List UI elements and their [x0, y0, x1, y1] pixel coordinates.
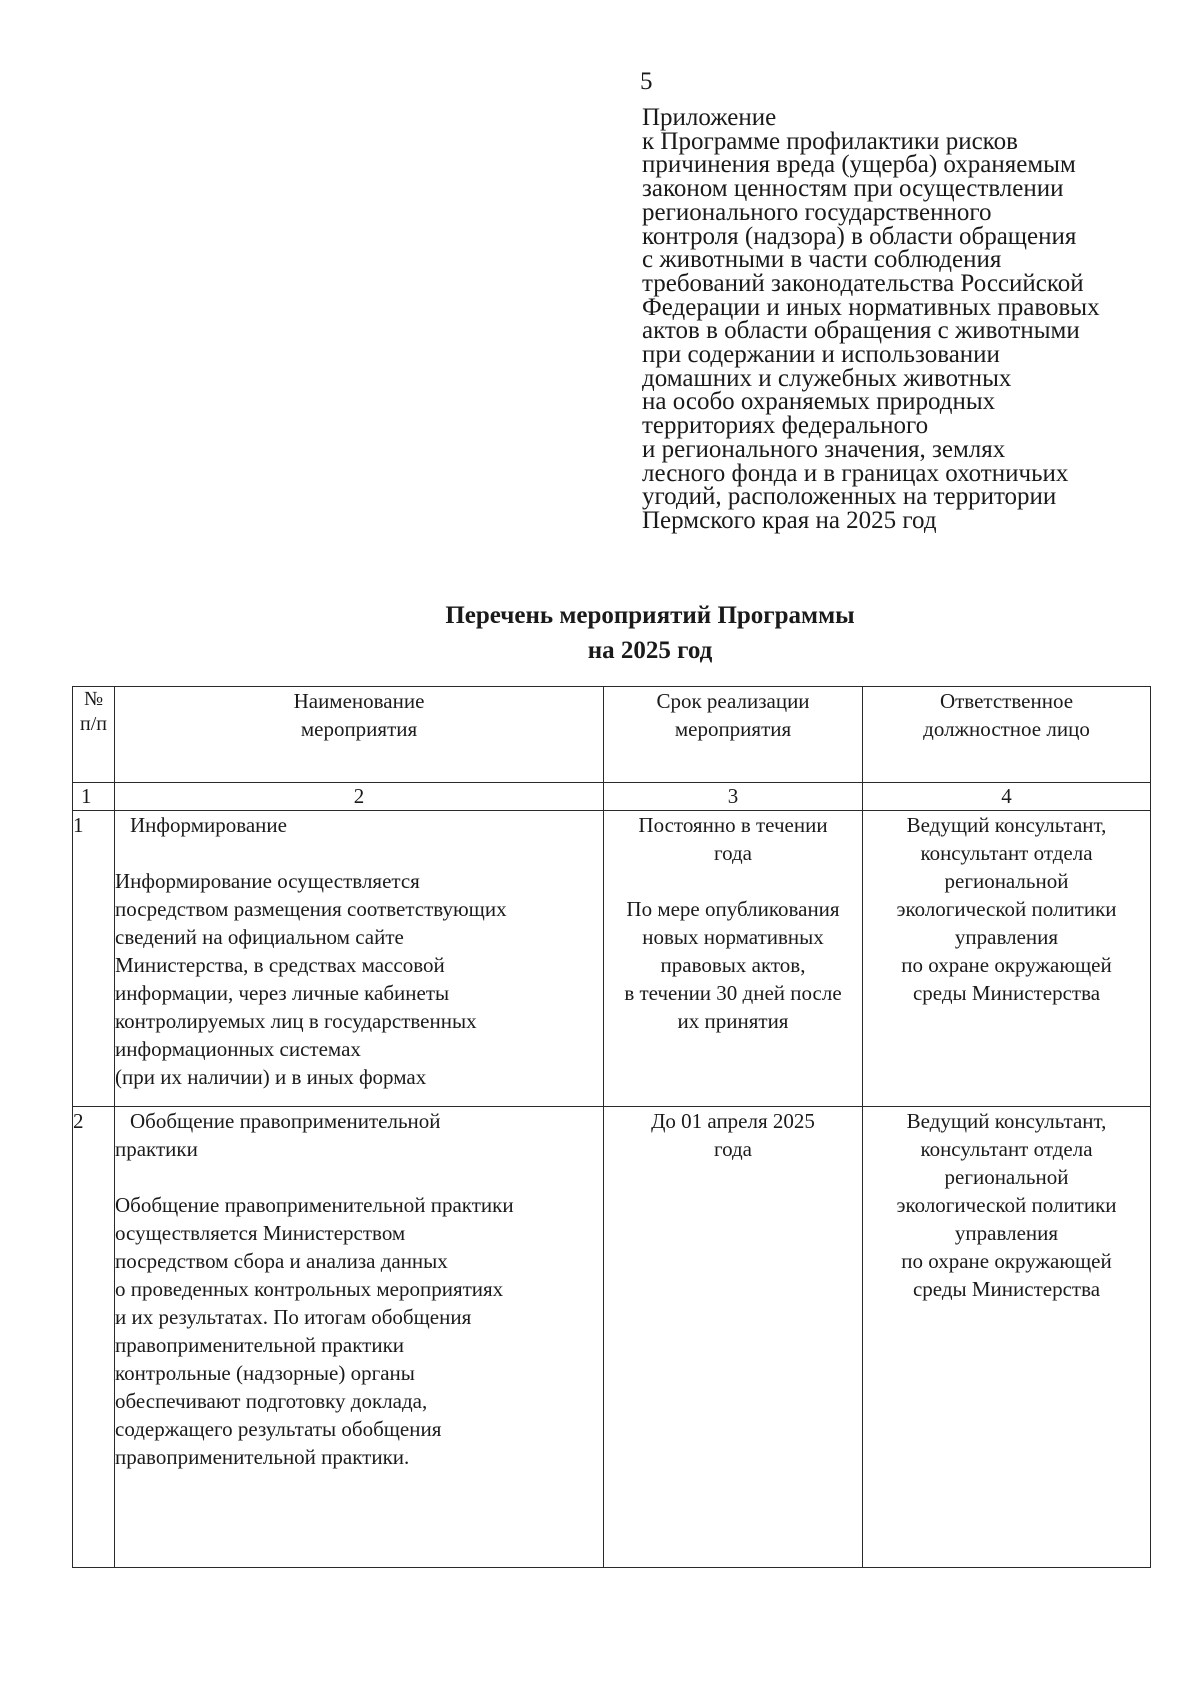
title-line-2: на 2025 год: [587, 637, 713, 664]
term-line: Постоянно в течении: [638, 813, 828, 837]
activity-description-line: осуществляется Министерством: [115, 1221, 406, 1245]
responsible-line: по охране окружающей: [901, 953, 1112, 977]
term-line: До 01 апреля 2025: [651, 1109, 815, 1133]
document-title: [0, 598, 1200, 668]
activity-description-line: информации, через личные кабинеты: [115, 981, 450, 1005]
header-activity-name-line2: мероприятия: [300, 717, 418, 741]
appendix-line: Пермского края на 2025 год: [642, 506, 937, 534]
responsible-line: экологической политики: [896, 1193, 1117, 1217]
activity-description-line: посредством размещения соответствующих: [115, 897, 507, 921]
responsible-line: управления: [954, 1221, 1059, 1245]
appendix-line: регионального государственного: [642, 198, 992, 226]
activity-description-line: посредством сбора и анализа данных: [115, 1249, 448, 1273]
header-activity-name: [115, 687, 604, 783]
column-index: 2: [115, 783, 604, 811]
responsible-line: экологической политики: [896, 897, 1117, 921]
page-number: 5: [640, 68, 653, 95]
header-responsible-line1: Ответственное: [939, 689, 1074, 713]
header-number-symbol: №: [83, 688, 104, 710]
appendix-line: лесного фонда и в границах охотничьих: [642, 459, 1069, 487]
responsible-line: Ведущий консультант,: [906, 813, 1107, 837]
activity-cell: [115, 1107, 604, 1568]
activity-description-line: Информирование осуществляется: [115, 869, 420, 893]
responsible-line: консультант отдела: [920, 841, 1093, 865]
responsible-line: консультант отдела: [920, 1137, 1093, 1161]
activity-description-line: Министерства, в средствах массовой: [115, 953, 445, 977]
header-term: [604, 687, 863, 783]
activity-description-line: и их результатах. По итогам обобщения: [115, 1305, 472, 1329]
activity-cell: [115, 811, 604, 1107]
activity-title: практики: [115, 1137, 198, 1161]
column-index: 3: [604, 783, 863, 811]
term-line: их принятия: [677, 1009, 789, 1033]
term-line: в течении 30 дней после: [624, 981, 842, 1005]
header-responsible: [863, 687, 1151, 783]
header-responsible-line2: должностное лицо: [923, 717, 1090, 741]
activity-description-line: Обобщение правоприменительной практики: [115, 1193, 514, 1217]
header-number-abbr: п/п: [80, 713, 107, 735]
table-row: [73, 811, 1151, 1107]
row-number: 2: [73, 1107, 115, 1568]
appendix-line: Федерации и иных нормативных правовых: [642, 293, 1100, 321]
term-cell: [604, 811, 863, 1107]
responsible-cell: [863, 1107, 1151, 1568]
appendix-line: контроля (надзора) в области обращения: [642, 222, 1077, 250]
responsible-line: управления: [954, 925, 1059, 949]
appendix-caption: [642, 106, 1182, 533]
header-term-line1: Срок реализации: [656, 689, 810, 713]
activity-description-line: (при их наличии) и в иных формах: [115, 1065, 427, 1089]
responsible-line: Ведущий консультант,: [906, 1109, 1107, 1133]
term-line: новых нормативных: [642, 925, 824, 949]
appendix-line: актов в области обращения с животными: [642, 317, 1080, 345]
activity-title: Информирование: [130, 813, 287, 837]
header-activity-name-line1: Наименование: [293, 689, 425, 713]
table-row: [73, 1107, 1151, 1568]
activity-description-line: сведений на официальном сайте: [115, 925, 404, 949]
term-line: правовых актов,: [660, 953, 806, 977]
term-line: По мере опубликования: [626, 897, 840, 921]
table-header-row: [73, 687, 1151, 783]
appendix-line: с животными в части соблюдения: [642, 246, 1002, 274]
activity-description-line: содержащего результаты обобщения: [115, 1417, 442, 1441]
appendix-line: причинения вреда (ущерба) охраняемым: [642, 151, 1076, 179]
term-line: года: [714, 1137, 752, 1161]
header-number: [73, 687, 115, 783]
column-index: 1: [73, 783, 115, 811]
term-line: года: [714, 841, 752, 865]
appendix-line: требований законодательства Российской: [642, 269, 1084, 297]
appendix-line: территориях федерального: [642, 412, 929, 440]
activity-description-line: о проведенных контрольных мероприятиях: [115, 1277, 504, 1301]
activity-description-line: правоприменительной практики.: [115, 1445, 410, 1469]
activity-title: Обобщение правоприменительной: [130, 1109, 441, 1133]
activity-description-line: обеспечивают подготовку доклада,: [115, 1389, 428, 1413]
responsible-line: региональной: [944, 869, 1069, 893]
appendix-line: угодий, расположенных на территории: [642, 483, 1057, 511]
appendix-line: при содержании и использовании: [642, 341, 1000, 369]
row-number: 1: [73, 811, 115, 1107]
responsible-line: по охране окружающей: [901, 1249, 1112, 1273]
activity-description-line: контролируемых лиц в государственных: [115, 1009, 477, 1033]
column-index: 4: [863, 783, 1151, 811]
responsible-line: среды Министерства: [912, 981, 1101, 1005]
appendix-line: к Программе профилактики рисков: [642, 127, 1018, 155]
appendix-line: и регионального значения, землях: [642, 435, 1006, 463]
activity-description-line: информационных системах: [115, 1037, 361, 1061]
appendix-line: домашних и служебных животных: [642, 364, 1012, 392]
header-term-line2: мероприятия: [674, 717, 792, 741]
column-index-row: [73, 783, 1151, 811]
activity-description-line: контрольные (надзорные) органы: [115, 1361, 415, 1385]
activities-table: [72, 686, 1151, 1568]
responsible-line: среды Министерства: [912, 1277, 1101, 1301]
title-line-1: Перечень мероприятий Программы: [445, 602, 855, 629]
appendix-line: на особо охраняемых природных: [642, 388, 996, 416]
activity-description-line: правоприменительной практики: [115, 1333, 405, 1357]
appendix-line: законом ценностям при осуществлении: [642, 175, 1064, 203]
term-cell: [604, 1107, 863, 1568]
responsible-cell: [863, 811, 1151, 1107]
appendix-line: Приложение: [642, 104, 777, 131]
responsible-line: региональной: [944, 1165, 1069, 1189]
